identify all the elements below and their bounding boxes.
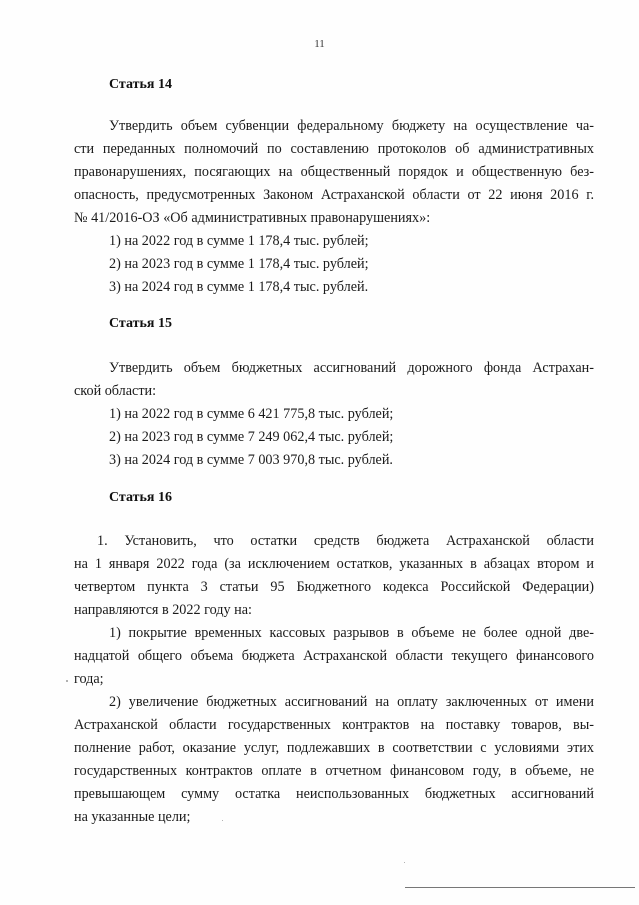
article-16-paragraph-line: четвертом пункта 3 статьи 95 Бюджетного кодекса Российской Федерации) (74, 579, 594, 595)
article-15-heading: Статья 15 (109, 316, 172, 331)
article-14-line: опасность, предусмотренных Законом Астраханской области от 22 июня 2016 г. (74, 187, 594, 203)
article-16-paragraph-line: 1. Установить, что остатки средств бюджета Астраханской области (97, 533, 594, 549)
article-16-paragraph-line: Астраханской области государственных контрактов на поставку товаров, вы- (74, 717, 594, 733)
article-16-heading: Статья 16 (109, 490, 172, 505)
article-15-item: 1) на 2022 год в сумме 6 421 775,8 тыс. рублей; (109, 406, 394, 422)
scan-speck (222, 820, 223, 821)
article-14-item: 3) на 2024 год в сумме 1 178,4 тыс. рублей. (109, 279, 369, 295)
article-16-paragraph-line: на указанные цели; (74, 809, 191, 825)
article-16-paragraph-line: направляются в 2022 году на: (74, 602, 252, 618)
article-14-item: 2) на 2023 год в сумме 1 178,4 тыс. рублей; (109, 256, 369, 272)
article-16-paragraph-line: 2) увеличение бюджетных ассигнований на оплату заключенных от имени (109, 694, 594, 710)
article-14-line: правонарушениях, посягающих на общественный порядок и общественную без- (74, 164, 594, 180)
article-14-line: сти переданных полномочий по составлению протоколов об административных (74, 141, 594, 157)
article-16-paragraph-line: государственных контрактов оплате в отчетном финансовом году, в объеме, не (74, 763, 594, 779)
article-15-line: ской области: (74, 383, 157, 399)
article-14-heading: Статья 14 (109, 77, 172, 92)
article-16-paragraph-line: превышающем сумму остатка неиспользованных бюджетных ассигнований (74, 786, 594, 802)
scan-speck (66, 680, 68, 682)
scan-speck (404, 862, 405, 863)
article-16-paragraph-line: года; (74, 671, 104, 687)
page-number: 11 (314, 38, 325, 50)
article-16-paragraph-line: полнение работ, оказание услуг, подлежавших в соответствии с условиями этих (74, 740, 594, 756)
article-15-item: 2) на 2023 год в сумме 7 249 062,4 тыс. рублей; (109, 429, 394, 445)
article-14-item: 1) на 2022 год в сумме 1 178,4 тыс. рублей; (109, 233, 369, 249)
article-15-line: Утвердить объем бюджетных ассигнований дорожного фонда Астрахан- (109, 360, 594, 376)
article-16-paragraph-line: надцатой общего объема бюджета Астраханской области текущего финансового (74, 648, 594, 664)
scan-edge-line (405, 887, 635, 888)
article-15-item: 3) на 2024 год в сумме 7 003 970,8 тыс. рублей. (109, 452, 393, 468)
article-16-paragraph-line: 1) покрытие временных кассовых разрывов в объеме не более одной две- (109, 625, 594, 641)
article-16-paragraph-line: на 1 января 2022 года (за исключением остатков, указанных в абзацах втором и (74, 556, 594, 572)
article-14-line: Утвердить объем субвенции федеральному бюджету на осуществление ча- (109, 118, 594, 134)
article-14-line: № 41/2016-ОЗ «Об административных правонарушениях»: (74, 210, 431, 226)
